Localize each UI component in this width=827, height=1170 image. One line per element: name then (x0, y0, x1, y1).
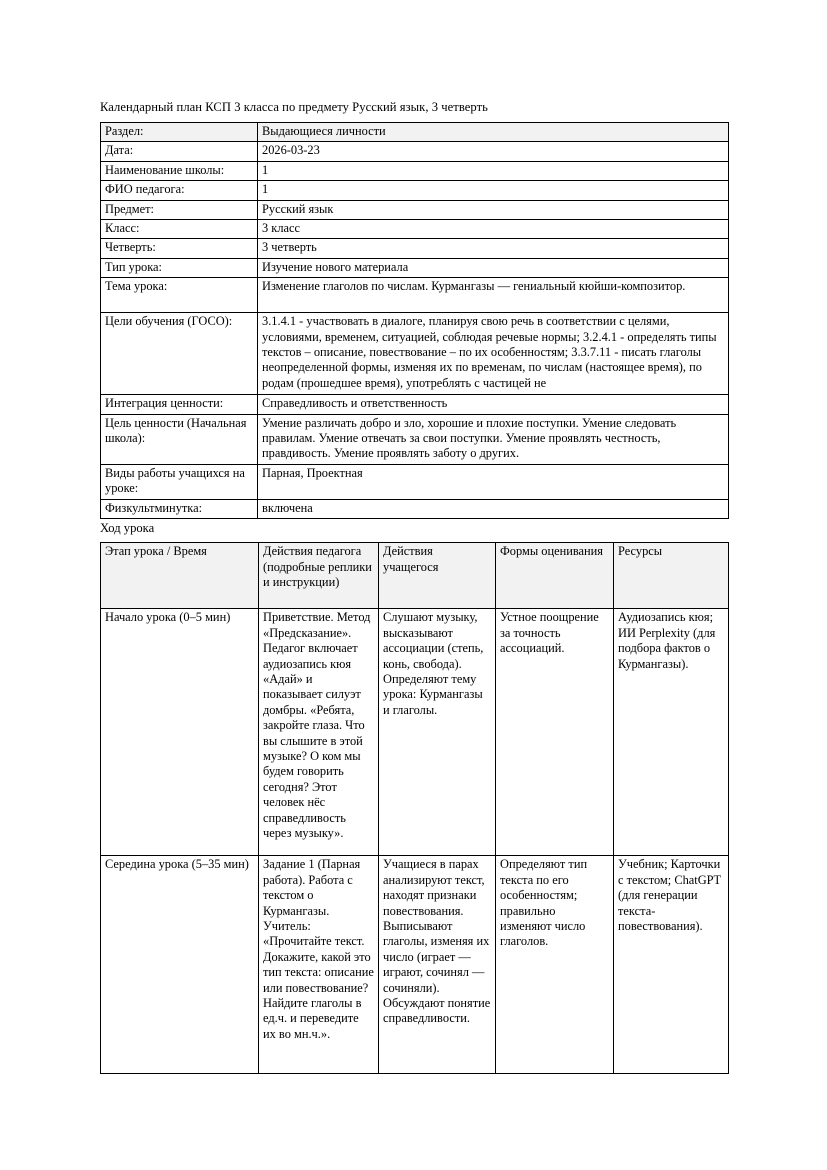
flow-student-start: Слушают музыку, высказывают ассоциации (степь, конь, свобода). Определяют тему урока: Курмангазы и глаголы. (379, 609, 496, 856)
info-label-learning-goals: Цели обучения (ГОСО): (101, 313, 258, 395)
flow-resources-start: Аудиозапись кюя; ИИ Perplexity (для подбора фактов о Курмангазы). (614, 609, 729, 856)
info-value-teacher: 1 (258, 181, 729, 200)
info-value-school: 1 (258, 161, 729, 180)
table-row (101, 258, 729, 277)
info-value-physical-break: включена (258, 499, 729, 518)
info-value-work-types: Парная, Проектная (258, 464, 729, 499)
info-value-lesson-type: Изучение нового материала (258, 258, 729, 277)
flow-stage-start: Начало урока (0–5 мин) (101, 609, 259, 856)
info-value-quarter: 3 четверть (258, 239, 729, 258)
lesson-flow-table (100, 542, 729, 1074)
table-row (101, 499, 729, 518)
column-header-resources: Ресурсы (614, 543, 729, 609)
table-row (101, 200, 729, 219)
info-label-value-goal: Цель ценности (Начальная школа): (101, 414, 258, 464)
table-row (101, 239, 729, 258)
flow-teacher-start: Приветствие. Метод «Предсказание». Педагог включает аудиозапись кюя «Адай» и показывает силуэт домбры. «Ребята, закройте глаза. Что вы слышите в этой музыке? О ком мы будем говорить сегодня? Этот человек нёс справедливость через музыку». (259, 609, 379, 856)
info-label-lesson-type: Тип урока: (101, 258, 258, 277)
table-row (101, 313, 729, 395)
info-value-data: 2026-03-23 (258, 142, 729, 161)
table-row (101, 395, 729, 414)
flow-stage-middle: Середина урока (5–35 мин) (101, 856, 259, 1074)
table-header-row (101, 543, 729, 609)
info-label-value-integration: Интеграция ценности: (101, 395, 258, 414)
info-value-learning-goals: 3.1.4.1 - участвовать в диалоге, планируя свою речь в соответствии с целями, условиями, временем, ситуацией, соблюдая речевые нормы; 3.2.4.1 - определять типы текстов – описание, повествование – по их особенностям; 3.3.7.11 - писать глаголы неопределенной формы, изменяя их по временам, по числам (настоящее время), по родам (прошедшее время), употреблять с частицей не (258, 313, 729, 395)
table-row (101, 161, 729, 180)
flow-teacher-middle: Задание 1 (Парная работа). Работа с текстом о Курмангазы. Учитель: «Прочитайте текст. Докажите, какой это тип текста: описание или повествование? Найдите глаголы в ед.ч. и переведите их во мн.ч.». (259, 856, 379, 1074)
column-header-teacher-actions: Действия педагога (подробные реплики и инструкции) (259, 543, 379, 609)
table-row (101, 181, 729, 200)
info-label-school: Наименование школы: (101, 161, 258, 180)
flow-assessment-start: Устное поощрение за точность ассоциаций. (496, 609, 614, 856)
info-label-teacher: ФИО педагога: (101, 181, 258, 200)
flow-resources-middle: Учебник; Карточки с текстом; ChatGPT (для генерации текста-повествования). (614, 856, 729, 1074)
column-header-assessment-forms: Формы оценивания (496, 543, 614, 609)
table-row (101, 278, 729, 313)
info-label-data: Дата: (101, 142, 258, 161)
info-value-class: 3 класс (258, 220, 729, 239)
info-value-subject: Русский язык (258, 200, 729, 219)
flow-student-middle: Учащиеся в парах анализируют текст, находят признаки повествования. Выписывают глаголы, изменяя их число (играет — играют, сочинял — сочиняли). Обсуждают понятие справедливости. (379, 856, 496, 1074)
info-label-lesson-topic: Тема урока: (101, 278, 258, 313)
info-label-physical-break: Физкультминутка: (101, 499, 258, 518)
info-label-razdel: Раздел: (101, 123, 258, 142)
flow-assessment-middle: Определяют тип текста по его особенностям; правильно изменяют число глаголов. (496, 856, 614, 1074)
table-row (101, 123, 729, 142)
info-value-value-goal: Умение различать добро и зло, хорошие и плохие поступки. Умение следовать правилам. Умение отвечать за свои поступки. Умение проявлять честность, правдивость. Умение проявлять заботу о других. (258, 414, 729, 464)
info-label-class: Класс: (101, 220, 258, 239)
table-row (101, 414, 729, 464)
info-value-lesson-topic: Изменение глаголов по числам. Курмангазы — гениальный кюйши-композитор. (258, 278, 729, 313)
table-row (101, 856, 729, 1074)
info-label-quarter: Четверть: (101, 239, 258, 258)
column-header-stage: Этап урока / Время (101, 543, 259, 609)
table-row (101, 220, 729, 239)
info-label-subject: Предмет: (101, 200, 258, 219)
lesson-info-table (100, 122, 729, 519)
lesson-flow-heading: Ход урока (100, 521, 155, 536)
table-row (101, 142, 729, 161)
page-title: Календарный план КСП 3 класса по предмету Русский язык, 3 четверть (100, 100, 488, 114)
table-row (101, 609, 729, 856)
info-label-work-types: Виды работы учащихся на уроке: (101, 464, 258, 499)
table-row (101, 464, 729, 499)
column-header-student-actions: Действия учащегося (379, 543, 496, 609)
info-value-value-integration: Справедливость и ответственность (258, 395, 729, 414)
info-value-razdel: Выдающиеся личности (258, 123, 729, 142)
